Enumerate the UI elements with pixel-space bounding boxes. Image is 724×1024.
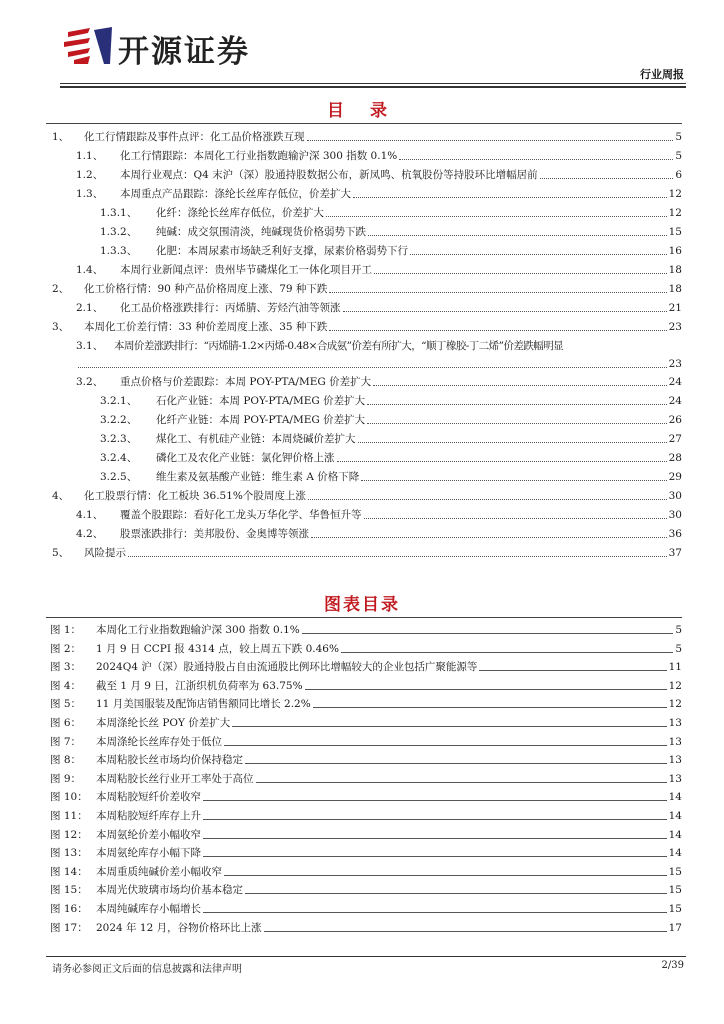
toc-entry-continuation	[76, 356, 682, 372]
toc-entry-text: 重点价格与价差跟踪：本周 POY-PTA/MEG 价差扩大	[120, 376, 372, 388]
figures-title: 图表目录	[324, 595, 400, 615]
toc-entry-text: 本周重点产品跟踪：涤纶长丝库存低位，价差扩大	[120, 188, 351, 200]
figure-entry-number: 图 16：	[50, 903, 88, 915]
toc-entry-page: 12	[668, 188, 682, 200]
toc-entry-text: 磷化工及农化产业链：氯化钾价格上涨	[156, 452, 335, 464]
dot-leader	[326, 216, 667, 217]
toc-entry-page: 23	[668, 321, 682, 333]
toc-entry-text: 股票涨跌排行：美邦股份、金奥博等领涨	[120, 528, 309, 540]
dot-leader	[329, 330, 666, 331]
toc-entry-number: 2、	[52, 283, 70, 295]
dot-leader	[399, 159, 673, 160]
dot-leader	[311, 537, 667, 538]
dot-leader	[410, 254, 667, 255]
dot-leader	[358, 442, 667, 443]
figure-entry-text: 2024Q4 沪（深）股通持股占自由流通股比例环比增幅较大的企业包括广聚能源等	[96, 661, 478, 674]
figure-entry-page: 14	[668, 828, 682, 841]
figure-leader-line	[203, 838, 667, 839]
toc-entry-text: 化工股票行情：化工板块 36.51%个股周度上涨	[84, 490, 306, 502]
toc-entry-number: 4.1、	[76, 509, 104, 521]
figure-leader-line	[203, 856, 667, 857]
figure-entry-number: 图 6：	[50, 717, 82, 729]
figure-entry-number: 图 1：	[50, 624, 82, 636]
toc-entry[interactable]	[100, 450, 682, 466]
toc-entry-number: 2.1、	[76, 302, 104, 314]
toc-entry-text: 化工行情跟踪：本周化工行业指数跑输沪深 300 指数 0.1%	[120, 150, 398, 162]
toc-entry-text: 化工价格行情：90 种产品价格周度上涨、79 种下跌	[84, 283, 328, 295]
toc-entry[interactable]	[76, 262, 682, 278]
toc-entry-page: 21	[668, 302, 682, 314]
toc-entry-text: 化工品价格涨跌排行：丙烯腈、芳烃汽油等领涨	[120, 302, 341, 314]
figure-entry-number: 图 4：	[50, 679, 82, 692]
toc-entry-number: 1.3、	[76, 188, 104, 200]
dot-leader	[329, 292, 666, 293]
toc-entry-page: 5	[675, 150, 682, 162]
dot-leader	[364, 518, 667, 519]
toc-entry[interactable]	[100, 469, 682, 485]
toc-entry-text: 化纤产业链：本周 POY-PTA/MEG 价差扩大	[156, 414, 366, 426]
figure-entry-number: 图 3：	[50, 661, 82, 674]
toc-entry-number: 1.2、	[76, 169, 104, 181]
figure-entry-text: 本周涤纶长丝库存处于低位	[96, 735, 222, 748]
toc-entry-number: 4.2、	[76, 528, 104, 540]
toc-entry-page: 15	[668, 226, 682, 238]
toc-entry[interactable]	[100, 393, 682, 409]
toc-entry-text: 化工行情跟踪及事件点评：化工品价格涨跌互现	[84, 131, 305, 143]
figure-entry-text: 1 月 9 日 CCPI 报 4314 点，较上周五下跌 0.46%	[96, 642, 339, 655]
figure-entry-text: 本周粘胶短纤价差收窄	[96, 791, 201, 804]
toc-entry-number: 3.2.3、	[100, 433, 138, 445]
toc-title: 目 录	[327, 101, 397, 121]
dot-leader	[307, 140, 674, 141]
figure-entry[interactable]	[50, 752, 682, 768]
dot-leader	[367, 404, 667, 405]
dot-leader	[374, 273, 667, 274]
dot-leader	[353, 197, 667, 198]
figure-entry[interactable]	[50, 882, 682, 898]
toc-entry-page: 24	[668, 395, 682, 407]
toc-entry[interactable]	[76, 186, 682, 202]
figure-entry[interactable]	[50, 901, 682, 917]
toc-entry-text: 本周行业观点：Q4 末沪（深）股通持股数据公布，新凤鸣、杭氧股份等持股环比增幅居前	[120, 169, 538, 181]
toc-entry-page: 26	[668, 414, 682, 426]
figure-entry[interactable]	[50, 920, 682, 936]
dot-leader	[343, 311, 667, 312]
dot-leader	[337, 461, 667, 462]
toc-entry[interactable]	[76, 507, 682, 523]
toc-entry-number: 3、	[52, 321, 70, 333]
toc-entry-text: 覆盖个股跟踪：看好化工龙头万华化学、华鲁恒升等	[120, 509, 362, 521]
figure-entry-page: 15	[668, 903, 682, 915]
toc-entry-page: 18	[668, 283, 682, 295]
figure-entry-page: 13	[668, 772, 682, 785]
toc-entry-text: 本周化工价差行情：33 种价差周度上涨、35 种下跌	[84, 321, 328, 333]
figure-entry[interactable]	[50, 715, 682, 731]
figure-entry[interactable]	[50, 864, 682, 880]
figure-entry-text: 本周粘胶长丝市场均价保持稳定	[96, 754, 243, 767]
header-divider-thick	[60, 86, 686, 88]
toc-entry-page: 27	[668, 433, 682, 445]
report-type-label: 行业周报	[640, 68, 684, 81]
figure-entry-page: 15	[668, 884, 682, 897]
toc-entry[interactable]	[76, 148, 682, 164]
page-header	[0, 0, 724, 90]
figure-leader-line	[256, 782, 667, 783]
toc-entry-page: 5	[675, 131, 682, 143]
figure-leader-line	[224, 745, 667, 746]
toc-entry-number: 3.2、	[76, 376, 104, 388]
figure-entry[interactable]	[50, 771, 682, 787]
figure-entry-number: 图 9：	[50, 772, 82, 785]
toc-entry-number: 1.4、	[76, 264, 104, 276]
figure-leader-line	[305, 689, 667, 690]
figure-entry-number: 图 11：	[50, 810, 88, 822]
toc-entry[interactable]	[100, 243, 682, 259]
toc-entry-page: 29	[668, 471, 682, 483]
toc-entry-text: 本周价差涨跌排行：“丙烯腈-1.2×丙烯-0.48×合成氨”价差有所扩大，“顺丁橡胶-丁二烯”价差跌幅明显	[114, 340, 564, 352]
dot-leader	[368, 235, 667, 236]
toc-entry[interactable]	[52, 129, 682, 145]
figure-entry-page: 15	[668, 865, 682, 878]
figure-leader-line	[203, 819, 667, 820]
figure-entry-page: 5	[675, 642, 682, 655]
toc-entry-number: 1.1、	[76, 150, 104, 162]
figure-entry-page: 13	[668, 754, 682, 767]
figure-entry-number: 图 13：	[50, 847, 88, 860]
figure-entry-text: 本周氨纶价差小幅收窄	[96, 828, 201, 841]
toc-entry-number: 1.3.1、	[100, 207, 138, 219]
toc-entry-number: 3.2.1、	[100, 395, 138, 407]
figure-entry-number: 图 10：	[50, 791, 88, 804]
toc-entry-text: 石化产业链：本周 POY-PTA/MEG 价差扩大	[156, 395, 366, 407]
toc-entry[interactable]	[52, 488, 682, 504]
figures-title-rule	[46, 617, 682, 618]
figure-leader-line	[245, 893, 667, 894]
figure-entry-text: 本周纯碱库存小幅增长	[96, 903, 201, 915]
dot-leader	[367, 423, 667, 424]
figure-leader-line	[479, 670, 666, 671]
figure-entry-text: 本周涤纶长丝 POY 价差扩大	[96, 717, 231, 729]
figure-leader-line	[264, 931, 667, 932]
figure-entry-number: 图 5：	[50, 698, 82, 711]
figure-entry[interactable]	[50, 845, 682, 861]
toc-entry-number: 1、	[52, 131, 70, 143]
toc-entry-text: 风险提示	[84, 547, 126, 559]
figure-entry-text: 本周化工行业指数跑输沪深 300 指数 0.1%	[96, 624, 300, 636]
toc-entry-page: 23	[668, 358, 682, 370]
figure-entry[interactable]	[50, 622, 682, 638]
figure-leader-line	[313, 707, 667, 708]
figure-entry-number: 图 17：	[50, 921, 88, 934]
figure-entry-page: 13	[668, 717, 682, 729]
figure-entry-page: 14	[668, 847, 682, 860]
toc-entry[interactable]	[76, 526, 682, 542]
figure-entry[interactable]	[50, 678, 682, 694]
figure-entry-page: 14	[668, 791, 682, 804]
header-divider	[60, 83, 686, 84]
figure-entry-text: 本周粘胶长丝行业开工率处于高位	[96, 772, 254, 785]
toc-entry-number: 3.2.4、	[100, 452, 138, 464]
footer-divider	[46, 956, 686, 957]
figure-entry-page: 14	[668, 810, 682, 822]
figure-entry[interactable]	[50, 808, 682, 824]
dot-leader	[78, 367, 667, 368]
toc-entry-number: 5、	[52, 547, 70, 559]
figure-entry-page: 12	[668, 679, 682, 692]
dot-leader	[361, 480, 666, 481]
figure-entry-number: 图 2：	[50, 642, 82, 655]
figure-leader-line	[302, 633, 674, 634]
dot-leader	[128, 556, 667, 557]
toc-entry-page: 30	[668, 509, 682, 521]
figure-entry-number: 图 7：	[50, 735, 82, 748]
dot-leader	[308, 499, 667, 500]
figure-entry[interactable]	[50, 641, 682, 657]
figure-entry[interactable]	[50, 734, 682, 750]
toc-entry-page: 6	[675, 169, 682, 181]
toc-entry[interactable]	[100, 224, 682, 240]
toc-entry-number: 4、	[52, 490, 70, 502]
toc-entry-page: 36	[668, 528, 682, 540]
toc-entry-text: 化纤：涤纶长丝库存低位，价差扩大	[156, 207, 324, 219]
toc-entry-number: 3.2.2、	[100, 414, 138, 426]
toc-entry-text: 维生素及氨基酸产业链：维生素 A 价格下降	[156, 471, 360, 483]
figure-entry-number: 图 14：	[50, 865, 88, 878]
page-number: 2/39	[661, 960, 684, 971]
figure-entry-page: 11	[668, 661, 682, 674]
toc-entry-text: 煤化工、有机硅产业链：本周烧碱价差扩大	[156, 433, 356, 445]
toc-entry-text: 本周行业新闻点评：贵州毕节磷煤化工一体化项目开工	[120, 264, 372, 276]
figure-entry-page: 5	[675, 624, 682, 636]
figure-entry-text: 本周粘胶短纤库存上升	[96, 810, 201, 822]
figure-leader-line	[203, 800, 667, 801]
brand-name: 开源证券	[118, 34, 250, 70]
toc-entry-page: 28	[668, 452, 682, 464]
dot-leader	[373, 385, 667, 386]
figure-leader-line	[224, 875, 667, 876]
toc-entry-page: 30	[668, 490, 682, 502]
dot-leader	[540, 178, 674, 179]
figure-entry-text: 11 月美国服装及配饰店销售额同比增长 2.2%	[96, 698, 311, 711]
toc-entry-number: 3.1、	[76, 340, 104, 352]
toc-entry-text: 化肥：本周尿素市场缺乏利好支撑，尿素价格弱势下行	[156, 245, 408, 257]
toc-entry-page: 12	[668, 207, 682, 219]
toc-entry[interactable]	[100, 205, 682, 221]
toc-entry-number: 1.3.2、	[100, 226, 138, 238]
toc-entry-number: 3.2.5、	[100, 471, 138, 483]
toc-entry-text: 纯碱：成交氛围清淡，纯碱现货价格弱势下跌	[156, 226, 366, 238]
figure-entry-page: 12	[668, 698, 682, 711]
figure-leader-line	[203, 912, 667, 913]
figure-entry[interactable]	[50, 659, 682, 675]
figure-leader-line	[341, 652, 673, 653]
footer-disclaimer: 请务必参阅正文后面的信息披露和法律声明	[52, 964, 242, 975]
toc-entry[interactable]	[100, 431, 682, 447]
figure-entry-text: 截至 1 月 9 日，江浙织机负荷率为 63.75%	[96, 679, 303, 692]
toc-entry[interactable]	[100, 412, 682, 428]
figure-entry-text: 2024 年 12 月，谷物价格环比上涨	[96, 921, 262, 934]
toc-entry[interactable]	[76, 167, 682, 183]
figure-entry-text: 本周重质纯碱价差小幅收窄	[96, 865, 222, 878]
toc-entry[interactable]	[52, 319, 682, 335]
toc-entry[interactable]	[76, 300, 682, 316]
figure-entry[interactable]	[50, 827, 682, 843]
toc-entry-number: 1.3.3、	[100, 245, 138, 257]
toc-entry[interactable]	[52, 545, 682, 561]
toc-title-rule	[46, 123, 682, 124]
figure-entry-text: 本周光伏玻璃市场均价基本稳定	[96, 884, 243, 897]
toc-entry[interactable]	[52, 281, 682, 297]
toc-entry-page: 37	[668, 547, 682, 559]
figure-entry[interactable]	[50, 696, 682, 712]
toc-entry[interactable]	[76, 374, 682, 390]
figure-entry-page: 17	[668, 921, 682, 934]
figure-entry[interactable]	[50, 789, 682, 805]
toc-entry[interactable]	[76, 338, 563, 354]
toc-entry-page: 18	[668, 264, 682, 276]
figure-entry-text: 本周氨纶库存小幅下降	[96, 847, 201, 860]
figure-entry-page: 13	[668, 735, 682, 748]
figure-leader-line	[232, 726, 666, 727]
figure-entry-number: 图 15：	[50, 884, 88, 897]
figure-entry-number: 图 12：	[50, 828, 88, 841]
figure-entry-number: 图 8：	[50, 754, 82, 767]
figure-leader-line	[245, 763, 667, 764]
toc-entry-page: 24	[668, 376, 682, 388]
toc-entry-page: 16	[668, 245, 682, 257]
